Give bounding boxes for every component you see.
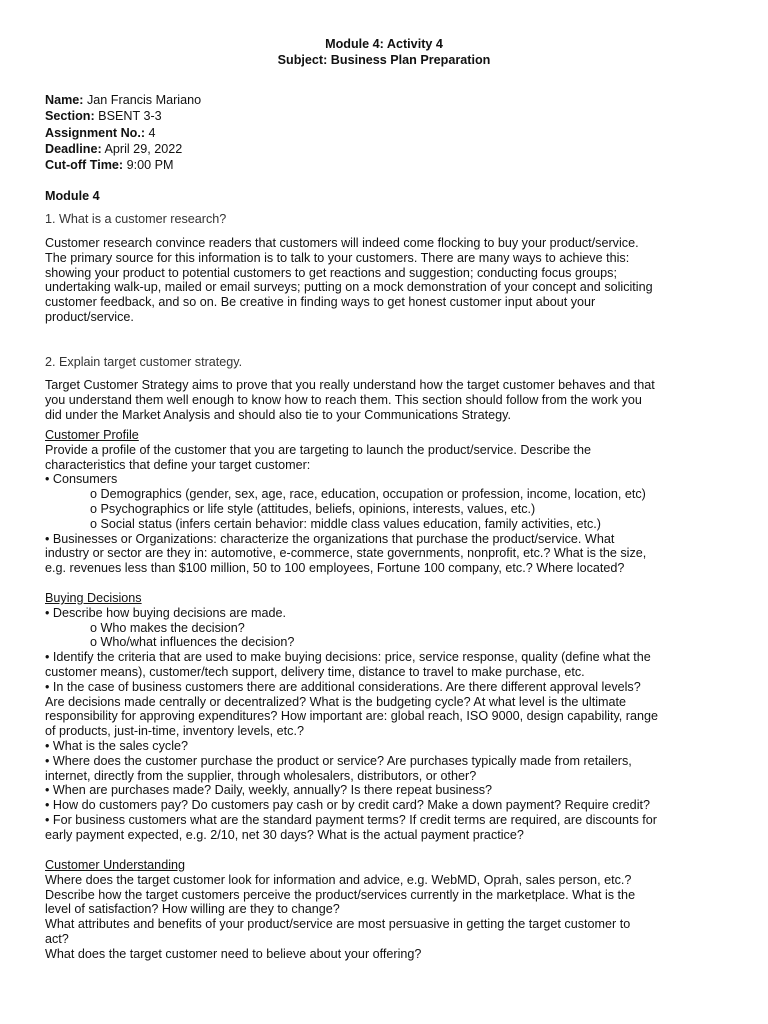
text-line: Provide a profile of the customer that you are targeting to launch the product/service. Describe the xyxy=(45,442,592,457)
meta-assignment: Assignment No.: 4 xyxy=(45,125,156,140)
customer-understanding-section xyxy=(45,858,735,962)
text-line: Customer research convince readers that customers will indeed come flocking to buy your product/service. xyxy=(45,236,639,250)
text-line: did under the Market Analysis and should also tie to your Communications Strategy. xyxy=(45,407,511,422)
meta-cutoff: Cut-off Time: 9:00 PM xyxy=(45,158,174,173)
text-line: • Businesses or Organizations: characterize the organizations that purchase the product/service. What xyxy=(45,531,615,546)
meta-deadline: Deadline: April 29, 2022 xyxy=(45,141,183,156)
text-line: o Psychographics or life style (attitudes, beliefs, opinions, interests, values, etc.) xyxy=(90,501,536,516)
text-line: • For business customers what are the standard payment terms? If credit terms are required, are discounts for xyxy=(45,812,657,827)
text-line: • Consumers xyxy=(45,472,118,487)
text-line: undertaking walk-up, mailed or email surveys; putting on a mock demonstration of your concept and soliciting xyxy=(45,280,653,295)
text-line: Are decisions made centrally or decentralized? What is the budgeting cycle? At what level is the ultimate xyxy=(45,694,627,709)
text-line: customer means), customer/tech support, delivery time, distance to travel to make purchase, etc. xyxy=(45,664,585,679)
text-line: • In the case of business customers there are additional considerations. Are there different approval levels? xyxy=(45,679,641,694)
text-line: What attributes and benefits of your product/service are most persuasive in getting the target customer to xyxy=(45,917,631,932)
text-line: characteristics that define your target customer: xyxy=(45,457,311,472)
text-line: level of satisfaction? How willing are they to change? xyxy=(45,902,340,917)
text-line: • Where does the customer purchase the product or service? Are purchases typically made from retailers, xyxy=(45,753,632,768)
text-line: product/service. xyxy=(45,309,134,324)
answer-2 xyxy=(45,378,735,422)
text-line: responsibility for approving expenditures? How important are: global reach, ISO 9000, design capability, range xyxy=(45,709,659,724)
text-line: showing your product to potential customers to get reactions and suggestion; conducting focus groups; xyxy=(45,265,617,280)
text-line: Describe how the target customers perceive the product/services currently in the marketplace. What is the xyxy=(45,887,636,902)
text-line: early payment expected, e.g. 2/10, net 30 days? What is the actual payment practice? xyxy=(45,827,524,842)
question-2 xyxy=(45,355,735,370)
text-line: Target Customer Strategy aims to prove that you really understand how the target customer behaves and that xyxy=(45,378,655,392)
text-line: you understand them well enough to know how to reach them. This section should follow from the work you xyxy=(45,392,642,407)
document-title: Module 4: Activity 4 xyxy=(325,37,443,51)
meta-name: Name: Jan Francis Mariano xyxy=(45,93,202,107)
text-line: • What is the sales cycle? xyxy=(45,738,188,753)
text-line: The primary source for this information is to talk to your customers. There are many ways to achieve this: xyxy=(45,250,630,265)
meta-section: Section: BSENT 3-3 xyxy=(45,109,162,124)
text-line: internet, directly from the supplier, through wholesalers, distributors, or other? xyxy=(45,768,477,783)
customer-profile-heading: Customer Profile xyxy=(45,428,139,442)
buying-decisions-heading: Buying Decisions xyxy=(45,591,142,605)
text-line: o Demographics (gender, sex, age, race, education, occupation or profession, income, location, etc) xyxy=(90,487,646,502)
text-line: customer feedback, and so on. Be creative in finding ways to get honest customer input about your xyxy=(45,295,596,310)
text-line: industry or sector are they in: automotive, e-commerce, state governments, nonprofit, etc.? What is the size, xyxy=(45,546,647,561)
document-subject: Subject: Business Plan Preparation xyxy=(277,53,491,67)
customer-profile-section xyxy=(45,428,735,576)
text-line: of products, just-in-time, inventory levels, etc.? xyxy=(45,724,304,739)
text-line: o Who/what influences the decision? xyxy=(90,635,295,650)
text-line: What does the target customer need to believe about your offering? xyxy=(45,946,422,961)
text-line: e.g. revenues less than $100 million, 50 to 100 employees, Fortune 100 company, etc.? Where located? xyxy=(45,561,625,576)
customer-understanding-heading: Customer Understanding xyxy=(45,858,186,872)
text-line: o Social status (infers certain behavior: middle class values education, family activities, etc.) xyxy=(90,516,601,531)
module-heading: Module 4 xyxy=(45,189,100,203)
text-line: • Describe how buying decisions are made. xyxy=(45,605,287,620)
text-line: • How do customers pay? Do customers pay cash or by credit card? Make a down payment? Require credit? xyxy=(45,798,650,813)
question-2-text: 2. Explain target customer strategy. xyxy=(45,355,243,369)
text-line: • When are purchases made? Daily, weekly, annually? Is there repeat business? xyxy=(45,783,493,798)
student-info xyxy=(45,93,201,174)
text-line: act? xyxy=(45,931,69,946)
answer-1 xyxy=(45,236,735,325)
buying-decisions-section xyxy=(45,591,735,843)
text-line: Where does the target customer look for information and advice, e.g. WebMD, Oprah, sales person, etc.? xyxy=(45,872,632,887)
question-1-text: 1. What is a customer research? xyxy=(45,212,227,226)
text-line: o Who makes the decision? xyxy=(90,620,245,635)
question-1 xyxy=(45,212,735,227)
text-line: • Identify the criteria that are used to make buying decisions: price, service response, quality (define what the xyxy=(45,650,651,665)
